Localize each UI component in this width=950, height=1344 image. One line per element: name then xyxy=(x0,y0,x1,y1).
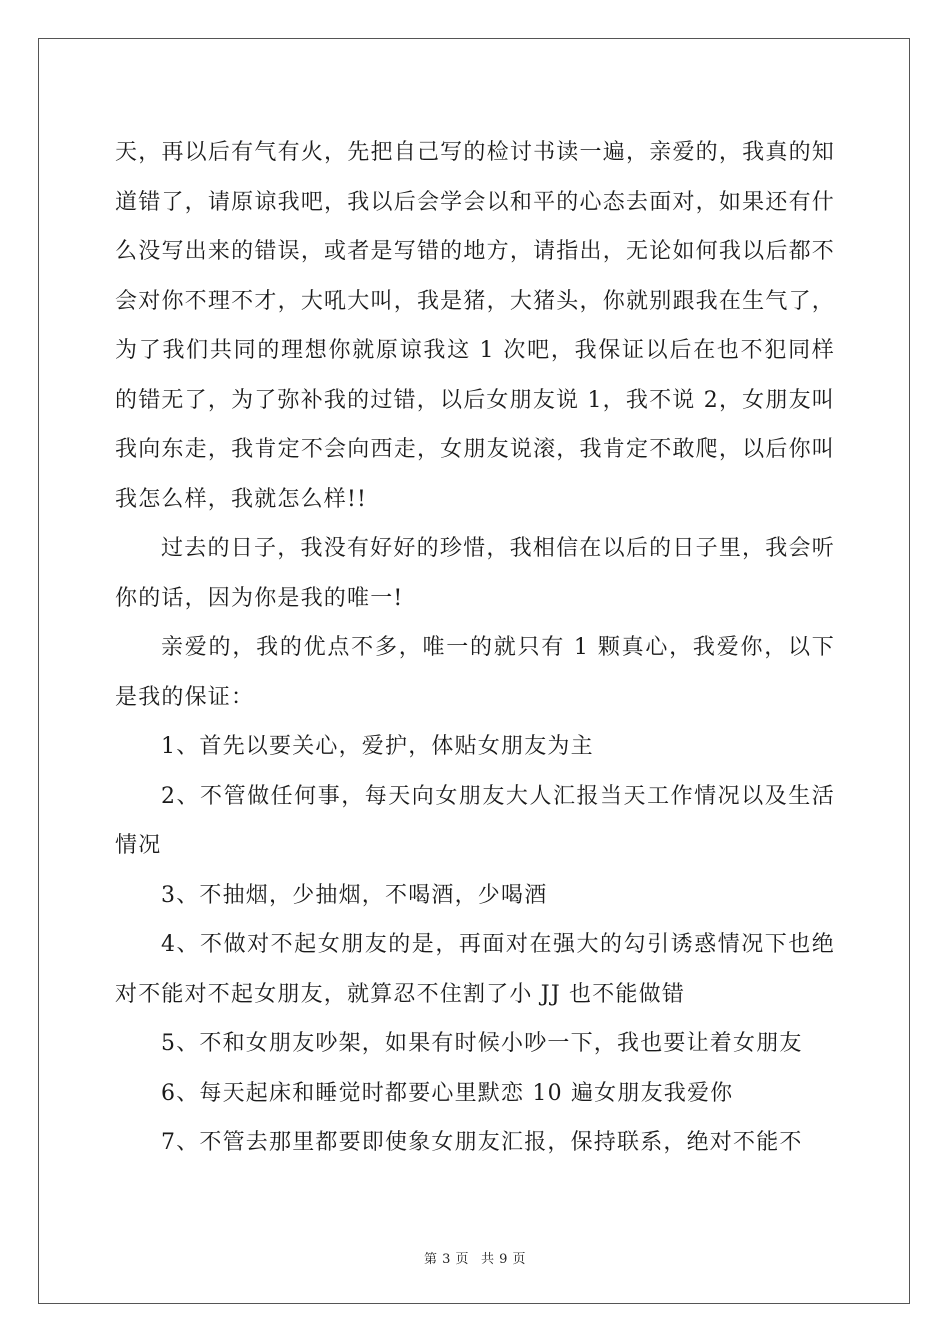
page-number: 第 3 页 xyxy=(423,1252,469,1267)
paragraph: 过去的日子，我没有好好的珍惜，我相信在以后的日子里，我会听你的话，因为你是我的唯一! xyxy=(115,536,835,611)
paragraph: 天，再以后有气有火，先把自己写的检讨书读一遍，亲爱的，我真的知道错了，请原谅我吧，我以后会学会以和平的心态去面对，如果还有什么没写出来的错误，或者是写错的地方，请指出，无论如何我以后都不会对你不理不才，大吼大叫，我是猪，大猪头，你就别跟我在生气了，为了我们共同的理想你就原谅我这 1 次吧，我保证以后在也不犯同样的错无了，为了弥补我的过错，以后女朋友说 1，我不说 2，女朋友叫我向东走，我肯定不会向西走，女朋友说滚，我肯定不敢爬，以后你叫我怎么样，我就怎么样!! xyxy=(115,140,835,512)
list-item: 2、不管做任何事，每天向女朋友大人汇报当天工作情况以及生活情况 xyxy=(115,783,835,858)
page-footer xyxy=(0,1248,950,1267)
list-item: 3、不抽烟，少抽烟，不喝酒，少喝酒 xyxy=(161,882,548,908)
list-item: 1、首先以要关心，爱护，体贴女朋友为主 xyxy=(161,734,594,759)
list-item: 6、每天起床和睡觉时都要心里默恋 10 遍女朋友我爱你 xyxy=(161,1080,734,1106)
list-item: 5、不和女朋友吵架，如果有时候小吵一下，我也要让着女朋友 xyxy=(161,1031,803,1056)
paragraph: 亲爱的，我的优点不多，唯一的就只有 1 颗真心，我爱你，以下是我的保证： xyxy=(115,635,835,710)
document-body xyxy=(115,128,835,1168)
page-total: 共 9 页 xyxy=(481,1252,527,1267)
list-item: 7、不管去那里都要即使象女朋友汇报，保持联系，绝对不能不 xyxy=(161,1130,803,1155)
list-item: 4、不做对不起女朋友的是，再面对在强大的勾引诱惑情况下也绝对不能对不起女朋友，就算忍不住割了小 JJ 也不能做错 xyxy=(115,932,835,1007)
